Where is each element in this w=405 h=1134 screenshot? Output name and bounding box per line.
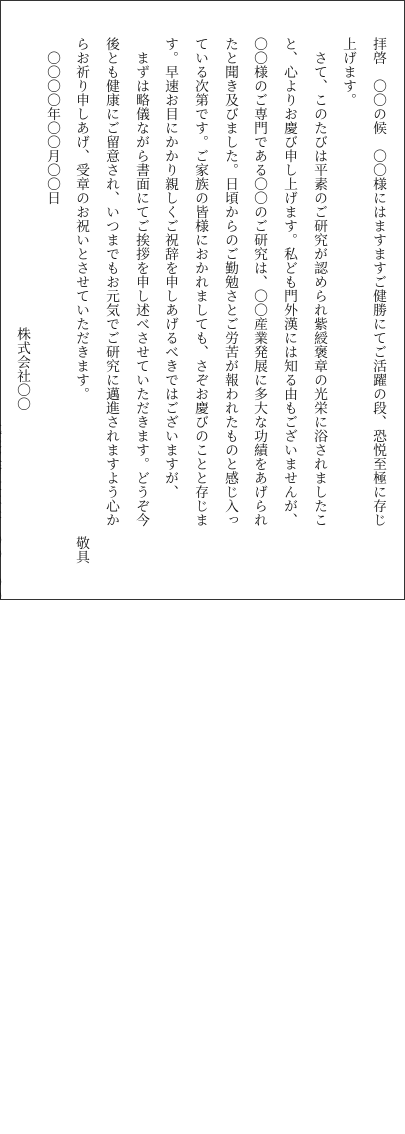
signatory-text	[0, 421, 3, 1019]
body-line-1	[368, 1, 388, 635]
body-line-10-text: 後とも健康にご留意され、いつまでもお元気でご研究に邁進されますよう心か	[103, 37, 119, 527]
closing-text: 敬具	[73, 536, 89, 564]
body-line-4	[279, 1, 299, 635]
body-line-5-text: 〇〇様のご専門である〇〇のご研究は、〇〇産業発展に多大な功績をあげられ	[251, 37, 267, 527]
body-line-9	[131, 1, 151, 649]
body-line-10	[101, 1, 121, 635]
date-column	[42, 1, 62, 649]
body-line-6	[220, 1, 240, 635]
body-line-2	[338, 1, 358, 635]
body-line-9-text: まずは略儀ながら書面にてご挨拶を申し述べさせていただきます。どうぞ今	[133, 51, 149, 527]
body-line-5	[249, 1, 269, 635]
body-line-1-text: 拝啓 〇〇の候 〇〇様にはますますご健勝にてご活躍の段、恐悦至極に存じ	[370, 37, 386, 527]
company-column	[12, 1, 32, 925]
body-line-3-text: さて、このたびは平素のご研究が認められ紫綬褒章の光栄に浴されましたこ	[311, 51, 327, 527]
body-line-11-text: らお祈り申しあげ、受章のお祝いとさせていただきます。	[73, 37, 89, 401]
body-line-8-text: す。早速お目にかかり親しくご祝辞を申しあげるべきではございますが、	[162, 37, 178, 499]
body-line-2-text: 上げます。	[340, 37, 356, 107]
date-text: 〇〇〇〇年〇〇月〇〇日	[44, 51, 60, 205]
body-line-6-text: たと聞き及びました。日頃からのご勤勉さとご労苦が報われたものと感じ入っ	[222, 37, 238, 527]
body-line-3	[309, 1, 329, 649]
closing-column	[71, 1, 91, 1134]
body-line-7-text: ている次第です。ご家族の皆様におかれましても、さぞお慶びのことと存じま	[192, 37, 208, 527]
signatory-column	[0, 1, 3, 1019]
body-line-8	[160, 1, 180, 635]
body-line-7	[190, 1, 210, 635]
body-line-4-text: と、心よりお慶び申し上げます。私ども門外漢には知る由もございませんが、	[281, 37, 297, 527]
company-text: 株式会社〇〇	[14, 327, 30, 411]
